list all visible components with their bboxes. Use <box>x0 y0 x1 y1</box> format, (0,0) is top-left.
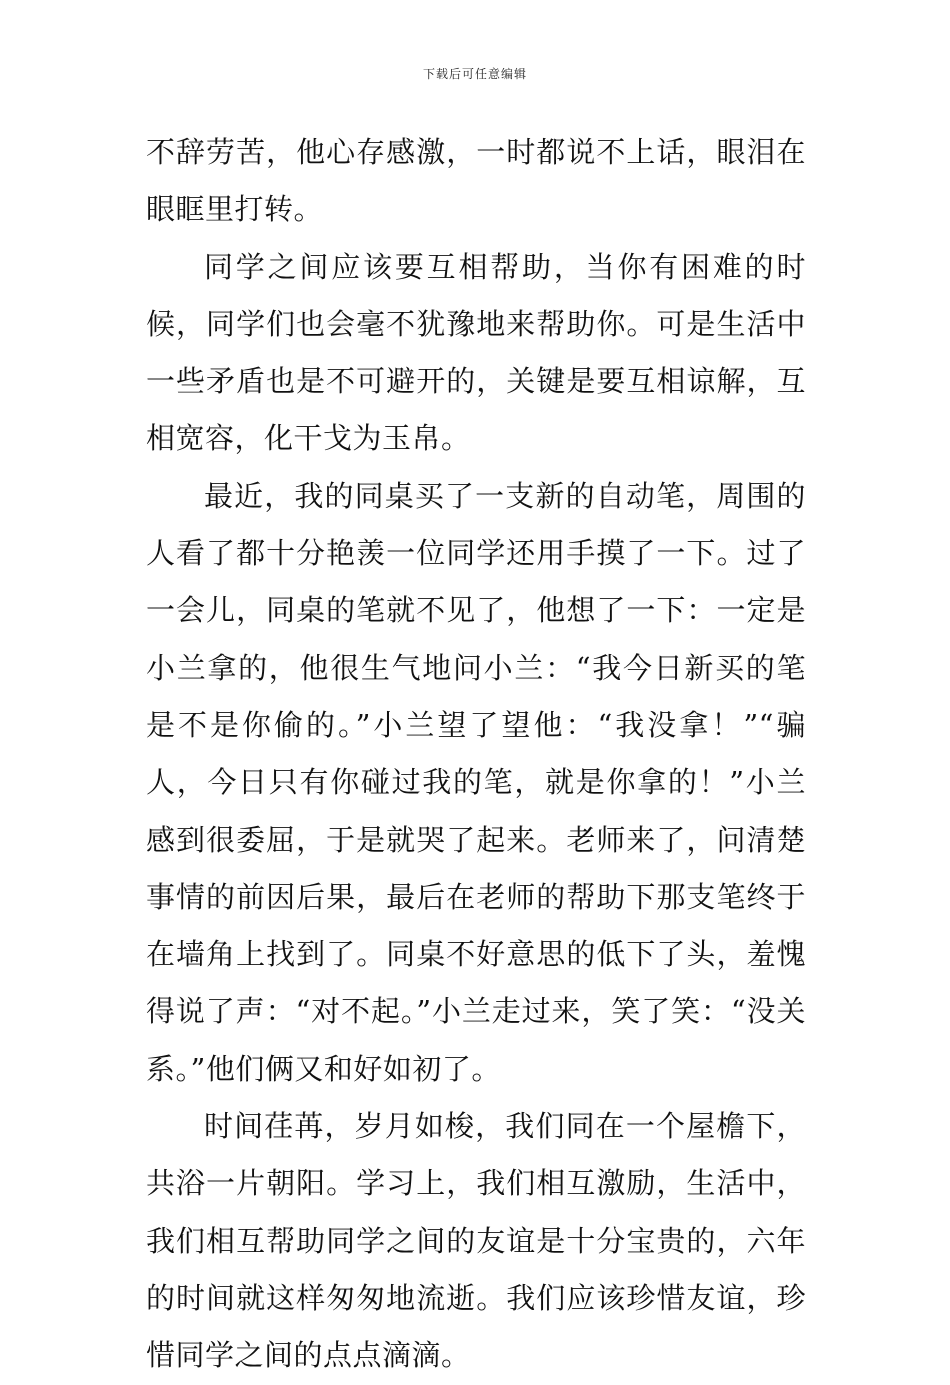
page-header: 下载后可任意编辑 <box>422 67 527 81</box>
paragraph-conclusion: 时间荏苒，岁月如梭，我们同在一个屋檐下，共浴一片朝阳。学习上，我们相互激励，生活中，我们相互帮助同学之间的友谊是十分宝贵的，六年的时间就这样匆匆地流逝。我们应该珍惜友谊，珍惜同学之间的点点滴滴。 <box>146 1109 806 1373</box>
paragraph-pen-story: 最近，我的同桌买了一支新的自动笔，周围的人看了都十分艳羡一位同学还用手摸了一下。过了一会儿，同桌的笔就不见了，他想了一下：一定是小兰拿的，他很生气地问小兰：“我今日新买的笔是不是你偷的。”小兰望了望他：“我没拿！”“骗人，今日只有你碰过我的笔，就是你拿的！”小兰感到很委屈，于是就哭了起来。老师来了，问清楚事情的前因后果，最后在老师的帮助下那支笔终于在墙角上找到了。同桌不好意思的低下了头，羞愧得说了声：“对不起。”小兰走过来，笑了笑：“没关系。”他们俩又和好如初了。 <box>146 478 806 1086</box>
paragraph-mutual-help: 同学之间应该要互相帮助，当你有困难的时候，同学们也会毫不犹豫地来帮助你。可是生活中一些矛盾也是不可避开的，关键是要互相谅解，互相宽容，化干戈为玉帛。 <box>146 249 806 456</box>
document-body <box>146 124 806 1385</box>
paragraph-continuation: 不辞劳苦，他心存感激，一时都说不上话，眼泪在眼眶里打转。 <box>146 135 806 227</box>
